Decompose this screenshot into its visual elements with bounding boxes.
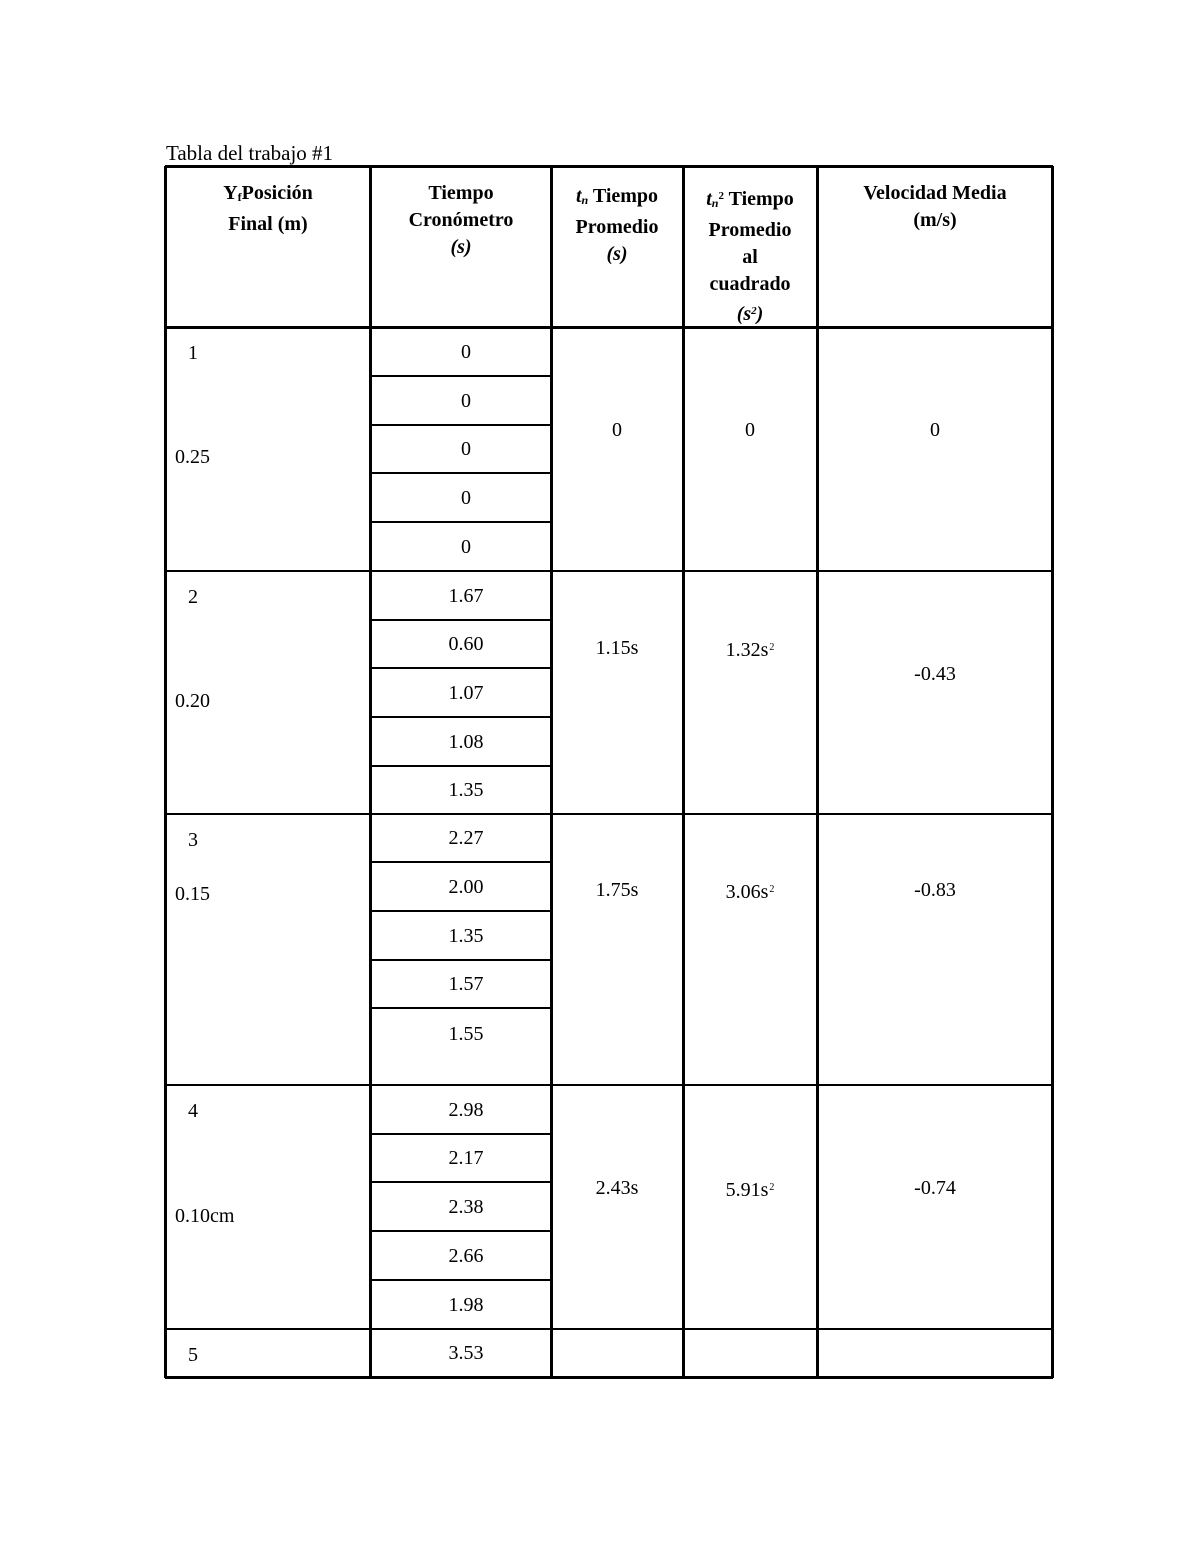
average-time-squared-value: 1.32s	[725, 639, 769, 661]
stopwatch-time: 1.98	[448, 1293, 484, 1316]
header-avg-sq-unit-close: )	[756, 303, 764, 325]
stopwatch-time: 1.55	[448, 1023, 484, 1045]
stopwatch-time: 0	[461, 535, 471, 558]
header-position-symbol: Y	[223, 182, 238, 204]
stopwatch-time: 2.66	[448, 1244, 484, 1267]
average-time-squared	[726, 636, 775, 662]
header-stopwatch-unit: (s)	[450, 236, 472, 258]
header-divider	[165, 326, 1053, 329]
trial-number: 5	[188, 1344, 198, 1366]
column-divider	[816, 166, 819, 1378]
header-stopwatch	[409, 180, 514, 261]
trial-number: 4	[188, 1100, 198, 1122]
stopwatch-time: 2.38	[448, 1195, 484, 1218]
average-time: 1.15s	[595, 637, 639, 659]
trial-number: 1	[188, 342, 198, 364]
header-avg-time-sub: n	[581, 193, 589, 207]
average-time-squared-exponent: 2	[769, 884, 775, 895]
header-position	[223, 180, 313, 238]
stopwatch-row-divider	[370, 472, 551, 474]
stopwatch-time: 2.98	[448, 1098, 484, 1121]
stopwatch-time: 2.00	[448, 875, 484, 898]
stopwatch-time: 1.35	[448, 924, 484, 947]
group-divider	[165, 813, 1053, 815]
final-position: 0.10cm	[175, 1205, 235, 1227]
group-divider	[165, 1328, 1053, 1330]
header-avg-sq-unit-open: (s	[736, 303, 752, 325]
header-avg-sq-sub: n	[711, 196, 719, 210]
header-avg-sq-sup: 2	[718, 190, 724, 202]
stopwatch-row-divider	[370, 667, 551, 669]
stopwatch-row-divider	[370, 1230, 551, 1232]
column-divider	[164, 166, 167, 1378]
stopwatch-row-divider	[370, 619, 551, 621]
average-time-squared	[745, 418, 755, 442]
stopwatch-time: 0	[461, 438, 471, 460]
header-stopwatch-text: Tiempo Cronómetro	[408, 182, 514, 231]
average-time-squared-value: 3.06s	[725, 881, 769, 903]
header-avg-time	[576, 183, 659, 268]
average-time-squared	[726, 1176, 775, 1202]
stopwatch-time: 1.35	[448, 779, 484, 801]
average-time: 2.43s	[595, 1177, 639, 1199]
stopwatch-time: 0.60	[448, 633, 484, 655]
stopwatch-row-divider	[370, 1181, 551, 1183]
group-divider	[165, 570, 1053, 572]
average-time-squared	[726, 878, 775, 904]
column-divider	[1051, 166, 1054, 1378]
header-avg-time-unit: (s)	[606, 243, 628, 265]
table-border-bottom	[165, 1376, 1053, 1379]
header-avg-sq-unit	[737, 303, 764, 325]
stopwatch-row-divider	[370, 424, 551, 426]
column-divider	[682, 166, 685, 1378]
group-divider	[165, 1084, 1053, 1086]
final-position: 0.20	[175, 690, 210, 712]
final-position: 0.15	[175, 883, 210, 905]
stopwatch-row-divider	[370, 861, 551, 863]
header-velocity: Velocidad Media (m/s)	[863, 182, 1007, 231]
stopwatch-time: 2.17	[448, 1147, 484, 1169]
stopwatch-row-divider	[370, 716, 551, 718]
stopwatch-time: 1.08	[448, 730, 484, 753]
stopwatch-row-divider	[370, 959, 551, 961]
stopwatch-time: 1.67	[448, 584, 484, 607]
stopwatch-row-divider	[370, 765, 551, 767]
final-position: 0.25	[175, 446, 210, 468]
header-avg-sq-unit-sup: 2	[751, 305, 757, 317]
stopwatch-row-divider	[370, 1133, 551, 1135]
table-caption: Tabla del trabajo #1	[166, 141, 334, 165]
stopwatch-row-divider	[370, 1007, 551, 1009]
stopwatch-time: 0	[461, 486, 471, 509]
average-velocity: -0.83	[914, 879, 956, 901]
table-border-top	[165, 165, 1053, 168]
average-velocity: -0.74	[914, 1177, 956, 1199]
stopwatch-row-divider	[370, 375, 551, 377]
column-divider	[369, 166, 372, 1378]
stopwatch-row-divider	[370, 910, 551, 912]
header-avg-time-text: Tiempo Promedio	[575, 185, 659, 238]
stopwatch-row-divider	[370, 1279, 551, 1281]
stopwatch-row-divider	[370, 521, 551, 523]
average-time: 1.75s	[595, 879, 639, 901]
header-position-sub: f	[237, 190, 242, 204]
header-avg-sq-text: Tiempo Promedio al cuadrado	[708, 188, 794, 295]
stopwatch-time: 2.27	[448, 827, 484, 849]
stopwatch-time: 0	[461, 389, 471, 412]
header-avg-sq-symbol: t	[706, 188, 712, 210]
header-position-text: Posición Final (m)	[228, 182, 313, 235]
column-divider	[550, 166, 553, 1378]
average-time-squared-value: 5.91s	[725, 1179, 769, 1201]
average-velocity: 0	[930, 419, 940, 441]
header-avg-time-symbol: t	[575, 185, 582, 207]
stopwatch-time: 1.07	[448, 681, 484, 704]
trial-number: 2	[188, 586, 198, 608]
average-time-squared-value: 0	[745, 419, 755, 441]
header-avg-time-squared	[706, 183, 794, 328]
stopwatch-time: 0	[461, 340, 471, 363]
stopwatch-time: 3.53	[448, 1342, 484, 1364]
trial-number: 3	[188, 829, 198, 851]
average-time-squared-exponent: 2	[769, 642, 775, 653]
average-time: 0	[612, 419, 622, 441]
stopwatch-time: 1.57	[448, 973, 484, 995]
average-velocity: -0.43	[914, 663, 956, 685]
average-time-squared-exponent: 2	[769, 1182, 775, 1193]
